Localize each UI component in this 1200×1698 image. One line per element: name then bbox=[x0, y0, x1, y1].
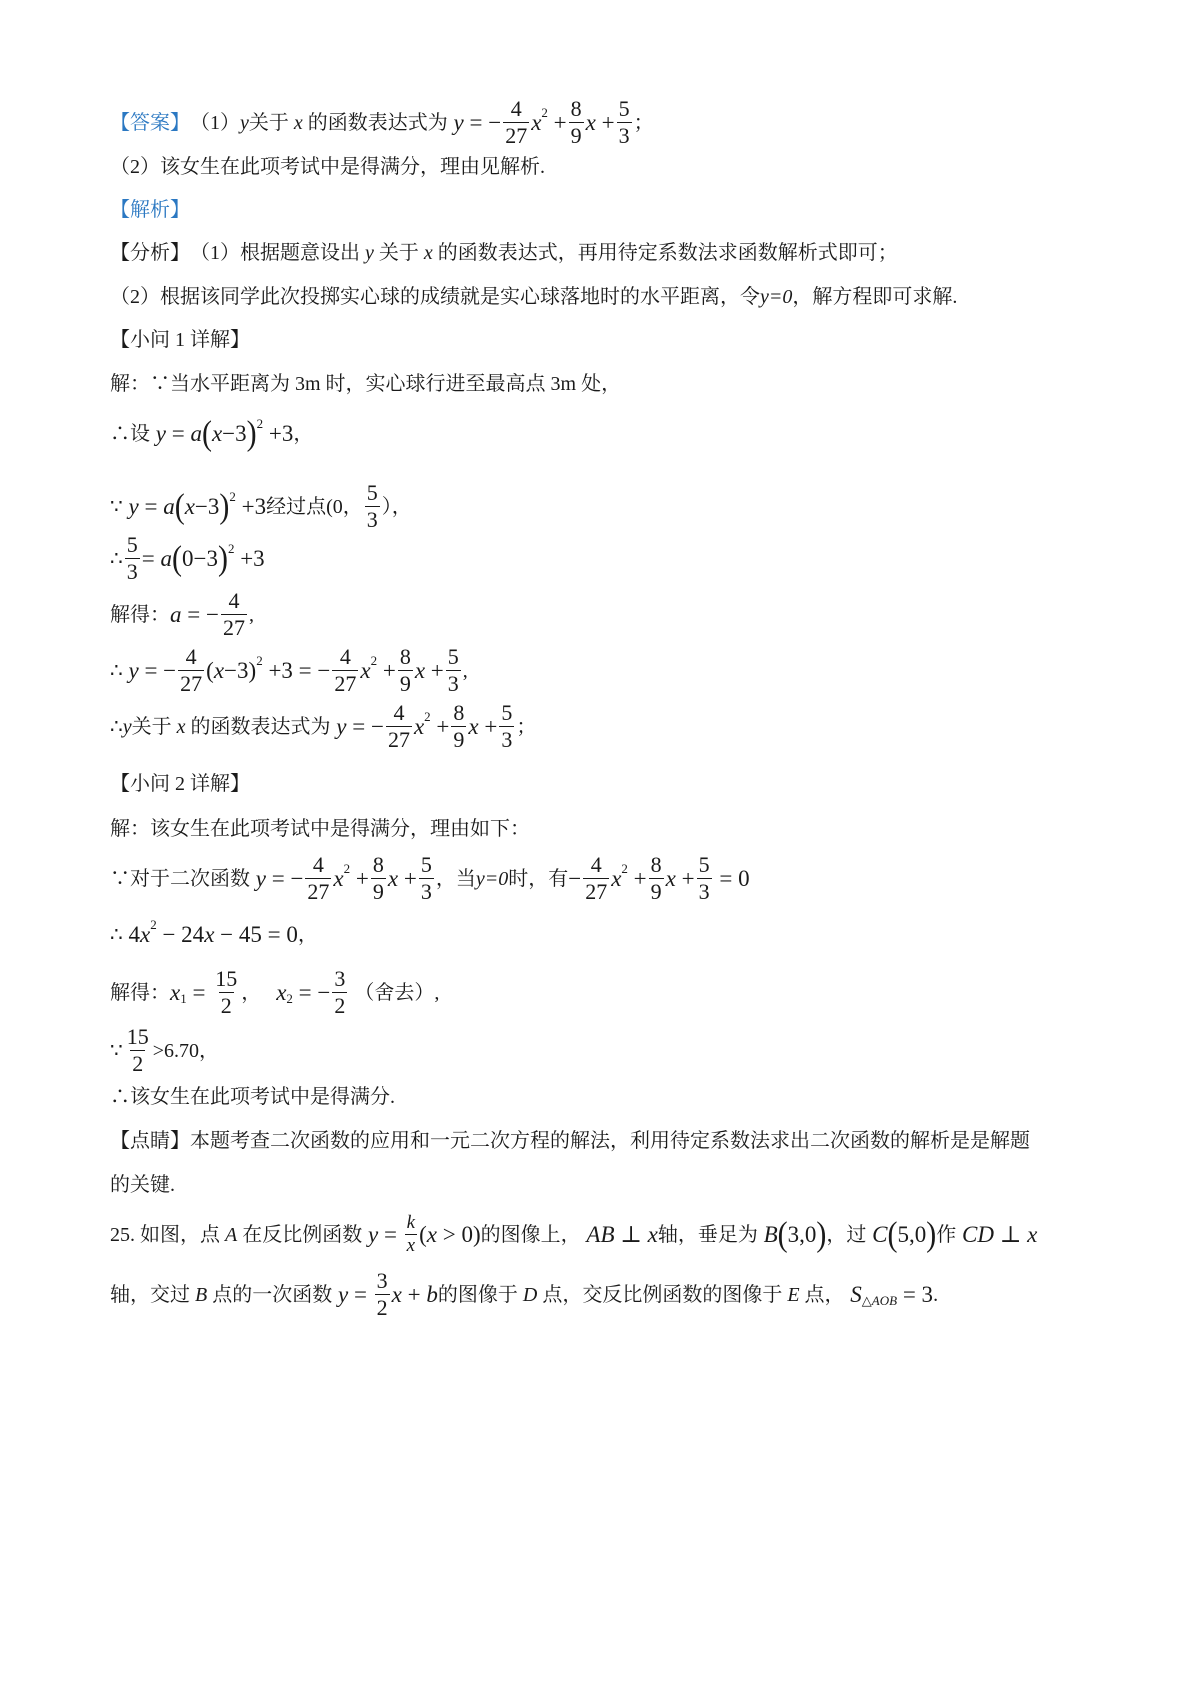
fraction: $\frac{4}{27}$ bbox=[585, 852, 608, 904]
fraction: $\frac{5}{3}$ bbox=[126, 532, 138, 584]
text: ，当 bbox=[435, 867, 476, 890]
q1-line-2: ∴设 y = a ( x −3 ) $^2$ +3 ， bbox=[110, 414, 314, 453]
fraction: $\frac{5}{3}$ bbox=[501, 700, 513, 752]
text: 作 bbox=[936, 1223, 957, 1246]
answer-part1-text2: 的函数表达式为 bbox=[307, 111, 448, 134]
prefix: 解得： bbox=[110, 981, 170, 1004]
q2-line-2: ∵对于二次函数 y = − $\frac{4}{27}$ x $^2$ + $\frac{8}{9}$ x + $\frac{5}{3}$ ，当 y=0 时，有 − $\frac{4}{27}$ x $^2$ + $\frac{8}{9}$ x + $\frac{5}{3}$ = 0 bbox=[110, 852, 750, 904]
text: （舍去）, bbox=[354, 981, 440, 1004]
text: ）， bbox=[381, 495, 412, 518]
fraction: $\frac{4}{27}$ bbox=[307, 852, 330, 904]
fraction: $\frac{5}{3}$ bbox=[447, 644, 459, 696]
q25-line-2: 轴，交过 B 点的一次函数 y = $\frac{3}{2}$ x + b 的图像于 D 点，交反比例函数的图像于 E 点， S $_{\triangle AOB}$ = 3 . bbox=[110, 1268, 939, 1320]
fenxi-tag: 【分析】 bbox=[110, 242, 190, 264]
answer-part2: （2）该女生在此项考试中是得满分，理由见解析. bbox=[110, 156, 545, 178]
prefix: ∴ bbox=[110, 659, 123, 682]
fraction: $\frac{5}{3}$ bbox=[698, 852, 710, 904]
text: 如图，点 bbox=[140, 1223, 220, 1246]
q1-line-6: ∴ y = − $\frac{4}{27}$ ( x −3) $^2$ +3 = − $\frac{4}{27}$ x $^2$ + $\frac{8}{9}$ x + $\frac{5}{3}$ , bbox=[110, 644, 468, 696]
q25-line-1: 25. 如图，点 A 在反比例函数 y = $\frac{k}{x}$ ( x > 0) 的图像上， AB ⊥ x 轴，垂足为 B ( 3,0 ) ，过 C ( 5,0 ) 作 CD ⊥ x bbox=[110, 1212, 1038, 1256]
prefix: ∴ bbox=[110, 715, 123, 738]
fraction: $\frac{5}{3}$ bbox=[366, 480, 378, 532]
fenxi-text: y=0 bbox=[760, 286, 793, 308]
fenxi-text: （1）根据题意设出 bbox=[190, 242, 360, 264]
answer-tag: 【答案】 bbox=[110, 111, 190, 134]
fraction: $\frac{k}{x}$ bbox=[406, 1212, 416, 1256]
text: ，过 bbox=[826, 1223, 867, 1246]
fraction: $\frac{3}{2}$ bbox=[376, 1268, 388, 1320]
text: 轴，垂足为 bbox=[657, 1223, 758, 1246]
fraction: $\frac{5}{3}$ bbox=[618, 96, 630, 148]
fraction: $\frac{4}{27}$ bbox=[222, 588, 245, 640]
dianjing-tag: 【点睛】 bbox=[110, 1130, 190, 1152]
prefix: 解得： bbox=[110, 603, 170, 626]
fraction: $\frac{8}{9}$ bbox=[372, 852, 384, 904]
fraction: $\frac{5}{3}$ bbox=[420, 852, 432, 904]
text: 的图像上， bbox=[480, 1223, 581, 1246]
fenxi-text: ，解方程即可求解. bbox=[792, 286, 958, 308]
dianjing-line-1 bbox=[110, 1128, 1030, 1154]
var-y: y bbox=[240, 111, 249, 134]
text: 点， bbox=[804, 1283, 845, 1306]
dianjing-line-2: 的关键. bbox=[110, 1174, 175, 1196]
text: y=0 bbox=[475, 867, 509, 890]
fenxi-text: 的函数表达式，再用待定系数法求函数解析式即可； bbox=[437, 242, 898, 264]
prefix: ∵ bbox=[110, 1039, 123, 1062]
prefix: ∴ bbox=[110, 547, 123, 570]
q1-tag: 【小问 1 详解】 bbox=[110, 329, 250, 351]
q1-line-4: ∴ $\frac{5}{3}$ = a ( 0−3 ) $^2$ +3 bbox=[110, 532, 265, 584]
prefix: ∵对于二次函数 bbox=[110, 867, 250, 890]
text: >6.70， bbox=[152, 1039, 220, 1062]
text: 在反比例函数 bbox=[242, 1223, 363, 1246]
var-x: x bbox=[288, 111, 308, 134]
fraction: $\frac{4}{27}$ bbox=[334, 644, 357, 696]
answer-part1-text: 关于 bbox=[248, 111, 289, 134]
text: 轴，交过 bbox=[110, 1283, 190, 1306]
fraction: $\frac{8}{9}$ bbox=[453, 700, 465, 752]
fenxi-line-1: 【分析】 （1）根据题意设出 y 关于 x 的函数表达式，再用待定系数法求函数解析式即可； bbox=[110, 242, 898, 264]
fraction: $\frac{8}{9}$ bbox=[650, 852, 662, 904]
fenxi-text: 关于 bbox=[378, 242, 419, 264]
fraction: $\frac{15}{2}$ bbox=[215, 966, 238, 1018]
fraction: $\frac{8}{9}$ bbox=[570, 96, 582, 148]
text: 本题考查二次函数的应用和一元二次方程的解法，利用待定系数法求出二次函数的解析是是解题 bbox=[190, 1130, 1030, 1152]
q2-tag: 【小问 2 详解】 bbox=[110, 773, 250, 795]
q1-line-1: 解：∵当水平距离为 3m 时，实心球行进至最高点 3m 处， bbox=[110, 373, 622, 395]
fraction: $\frac{4}{27}$ bbox=[505, 96, 528, 148]
analysis-tag: 【解析】 bbox=[110, 199, 190, 221]
q1-line-3: ∵ y = a ( x −3 ) $^2$ +3 经过点(0， $\frac{5}{3}$ ）， bbox=[110, 480, 412, 532]
question-number: 25. bbox=[110, 1223, 135, 1246]
q2-line-6: ∴该女生在此项考试中是得满分. bbox=[110, 1086, 395, 1108]
q2-line-4: 解得： x $_1$ = $\frac{15}{2}$ ， x $_2$ = − $\frac{3}{2}$ （舍去）, bbox=[110, 966, 440, 1018]
q2-line-3: ∴ 4 x $^2$ − 24 x − 45 = 0 ， bbox=[110, 917, 318, 947]
text: 的函数表达式为 bbox=[190, 715, 331, 738]
fenxi-line-2 bbox=[110, 284, 957, 310]
text: 经过点(0， bbox=[266, 495, 363, 518]
fraction: $\frac{4}{27}$ bbox=[180, 644, 203, 696]
prefix: ∴ bbox=[110, 924, 123, 946]
q1-line-5: 解得： a = − $\frac{4}{27}$ , bbox=[110, 588, 254, 640]
text: 点，交反比例函数的图像于 bbox=[542, 1283, 783, 1306]
fraction: $\frac{3}{2}$ bbox=[334, 966, 346, 1018]
fraction: $\frac{4}{27}$ bbox=[387, 700, 410, 752]
text: 时，有 bbox=[508, 867, 569, 890]
formula: y bbox=[447, 109, 464, 135]
fraction: $\frac{8}{9}$ bbox=[399, 644, 411, 696]
answer-part1-prefix: （1） bbox=[190, 111, 240, 134]
answer-line-1: 【答案】 （1） y 关于 x 的函数表达式为 y = − $\frac{4}{27}$ x $^2$ + $\frac{8}{9}$ x + $\frac{5}{3}$ ； bbox=[110, 96, 654, 148]
q1-line-7: ∴ y 关于 x 的函数表达式为 y = − $\frac{4}{27}$ x $^2$ + $\frac{8}{9}$ x + $\frac{5}{3}$ ； bbox=[110, 700, 537, 752]
q2-line-1: 解：该女生在此项考试中是得满分，理由如下： bbox=[110, 818, 530, 840]
text: 点的一次函数 bbox=[212, 1283, 333, 1306]
text: 关于 bbox=[131, 715, 172, 738]
q2-line-5 bbox=[110, 1024, 219, 1077]
prefix: ∵ bbox=[110, 495, 123, 518]
fenxi-text: （2）根据该同学此次投掷实心球的成绩就是实心球落地时的水平距离，令 bbox=[110, 286, 760, 308]
fraction: $\frac{15}{2}$ bbox=[126, 1024, 149, 1076]
text: 的图像于 bbox=[437, 1283, 518, 1306]
prefix: ∴设 bbox=[110, 423, 150, 445]
